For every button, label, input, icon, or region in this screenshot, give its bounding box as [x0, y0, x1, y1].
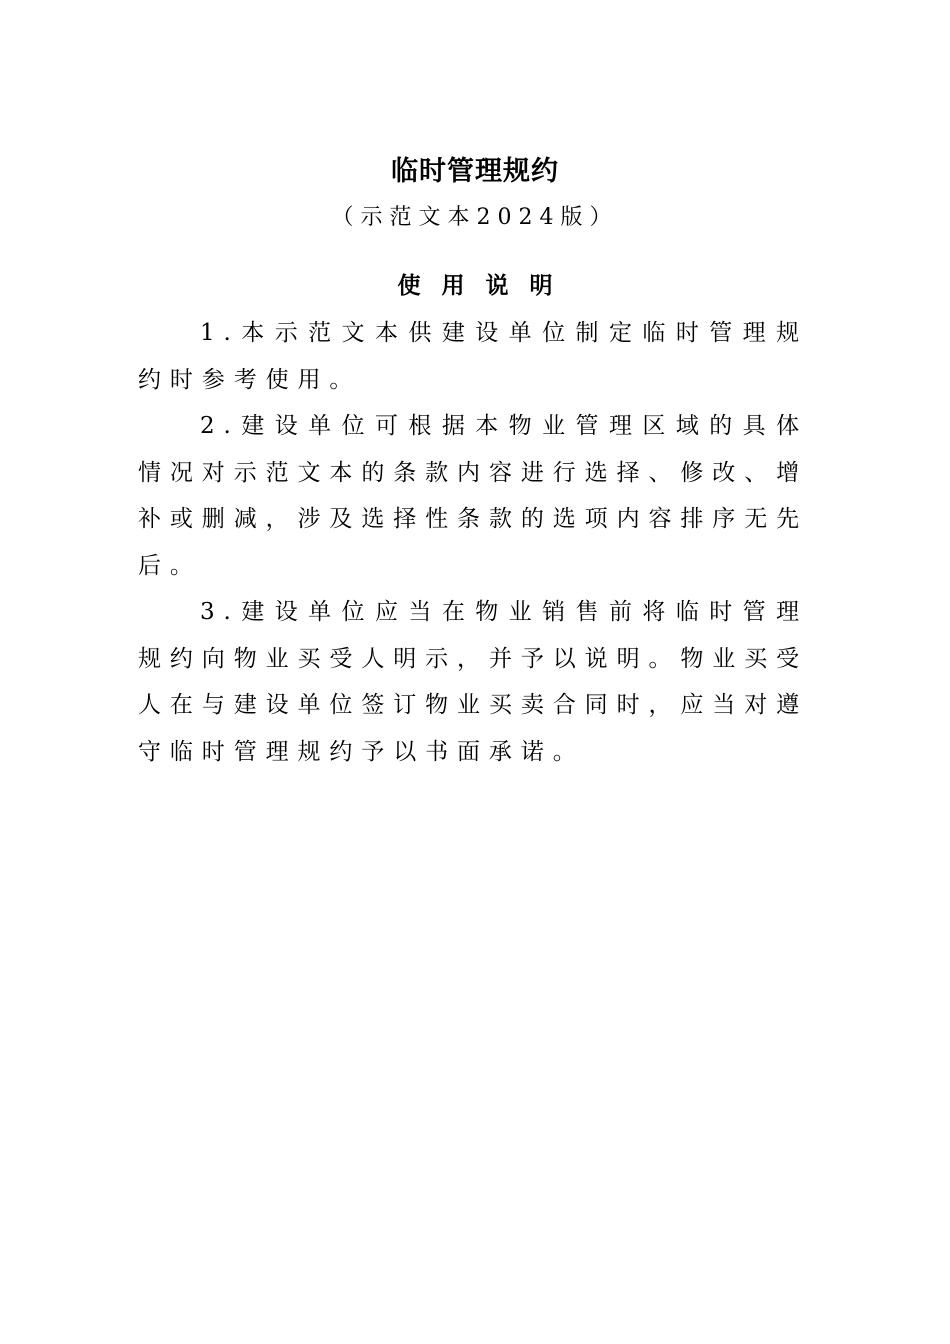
instruction-paragraph-1: 1.本示范文本供建设单位制定临时管理规约时参考使用。 [138, 320, 808, 393]
document-subtitle: （示范文本2024版） [331, 205, 619, 230]
instructions-body [138, 310, 808, 775]
instruction-paragraph-2: 2.建设单位可根据本物业管理区域的具体情况对示范文本的条款内容进行选择、修改、增补或删减，涉及选择性条款的选项内容排序无先后。 [138, 413, 808, 579]
instruction-paragraph-3: 3.建设单位应当在物业销售前将临时管理规约向物业买受人明示，并予以说明。物业买受人在与建设单位签订物业买卖合同时，应当对遵守临时管理规约予以书面承诺。 [138, 599, 808, 765]
section-heading: 使用说明 [397, 273, 574, 299]
document-title: 临时管理规约 [391, 156, 559, 187]
